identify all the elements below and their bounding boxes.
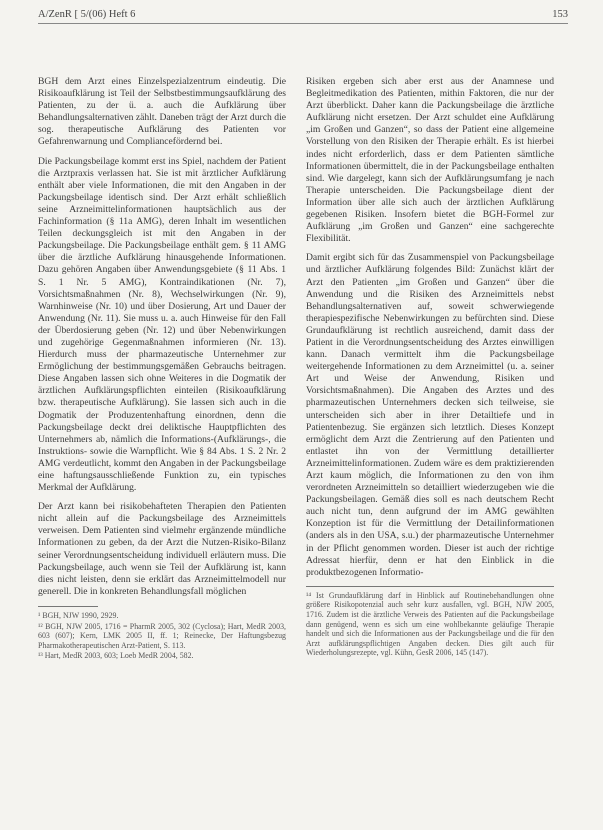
footnote: ¹ BGH, NJW 1990, 2929. [38,610,119,620]
footnote: ¹³ Hart, MedR 2003, 603; Loeb MedR 2004, 582. [38,651,194,661]
body-paragraph: BGH dem Arzt eines Einzelspezialzentrum eindeutig. Die Risikoaufklärung ist Teil der Selbstbestimmungsaufklärung des Patienten, zu der ü. a. auch die Aufklärung über Behandlungsalternativen zählt. Daneben trägt der Arzt durch die sog. therapeutische Aufklärung des Patienten vor Gefahrenwarnung und Compliancefördernd bei. [38,76,286,148]
left-column [38,76,286,662]
page-header [38,6,568,22]
body-paragraph: Risiken ergeben sich aber erst aus der Anamnese und Begleitmedikation des Patienten, mithin Faktoren, die nur der Arzt überblickt. Daher kann die Packungsbeilage die ärztliche Aufklärung nicht ersetzen. Der Arzt schuldet eine Aufklärung „im Großen und Ganzen“, so dass der Patient eine allgemeine Vorstellung von den Risiken der Therapie erhält. Es ist hierbei indes nicht erforderlich, dass er dem Patienten sämtliche Informationen übermittelt, die in der Packungsbeilage enthalten sind. Wie dargelegt, kann sich der Aufklärungsumfang je nach Therapie unterscheiden. Die Packungsbeilage dient der Information über alle sich auch der ärztlichen Aufklärung gegebenen Risiken. Insofern bietet die BGH-Formel zur Aufklärung „im Großen und Ganzen“ eine sachgerechte Flexibilität. [306,76,554,245]
footnote: ¹² BGH, NJW 2005, 1716 = PharmR 2005, 302 (Cyclosa); Hart, MedR 2003, 603 (607); Kern, LMK 2005 II, ff. 1; Reinecke, Der Haftungsbezug Pharmakotherapeutischen Arzt-Patient, S. 113. [38,621,286,650]
page-number: 153 [552,8,568,20]
footnote-rule [306,586,554,587]
right-column [306,76,554,659]
footnote: ¹⁴ Ist Grundaufklärung darf in Hinblick auf Routinebehandlungen ohne größere Risikopotenzial auch sehr kurz ausfallen, vgl. BGH, NJW 2005, 1716. Zudem ist die ärztliche Verweis des Patienten auf die Packungsbeilage dann genügend, wenn es sich um eine wohlbekannte geläufige Therapie handelt und sich die Informationen aus der Packungsbeilage und die für den Arzt aufklärungspflichtigen Angaben decken. Dies gilt auch für Wiederholungsrezepte, vgl. Kühn, GesR 2006, 145 (147). [306,590,554,658]
body-paragraph: Der Arzt kann bei risikobehafteten Therapien den Patienten nicht allein auf die Packungsbeilage des Arzneimittels verweisen. Dem Patienten sind vielmehr ergänzende mündliche Informationen zu geben, da der Arzt die Nutzen-Risiko-Bilanz seiner Verordnungsentscheidung individuell erläutern muss. Die Packungsbeilage, auch wenn sie Teil der Aufklärung ist, kann dies nicht leisten, denn sie erklärt das Arzneimittelmodell nur generell. Die in konkreten Behandlungsfall möglichen [38,501,286,597]
footnote-rule [38,606,98,607]
header-rule [38,23,568,24]
body-paragraph: Damit ergibt sich für das Zusammenspiel von Packungsbeilage und ärztlicher Aufklärung folgendes Bild: Zunächst klärt der Arzt den Patienten „im Großen und Ganzen“ über die Anwendung und die Risiken des Arzneimittels nebst Behandlungsalternativen auf, soweit schwerwiegende therapiespezifische Nebenwirkungen zu befürchten sind. Diese Grundaufklärung ist rechtlich ausreichend, damit dass der Patient in die Verordnungsentscheidung des Arztes einwilligen kann. Danach vermittelt ihm die Packungsbeilage weitergehende Informationen zu dem Arzneimittel (u. a. seiner Art und Weise der Anwendung, Risiken und Vorsichtsmaßnahmen). Die Angaben des Arztes und des pharmazeutischen Unternehmers decken sich teilweise, sie unterscheiden sich aber in ihrer Detailtiefe und in Patientenbezug. Sie ergänzen sich letztlich. Dieses Konzept ermöglicht dem Arzt die Zentrierung auf den Patienten und entlastet ihn von der Vermittlung detaillierter Arzneimittelinformationen. Zudem wäre es dem praktizierenden Arzt kaum möglich, die Informationen zu den von ihm verordneten Arzneimitteln so detailliert wiederzugeben wie die Packungsbeilagen. Gemäß dies soll es nach deutschem Recht auch nicht tun, denn aufgrund der im AMG gewählten Konzeption ist für die Vermittlung der Detailinformationen (anders als in den USA, s.u.) der pharmazeutische Unternehmer in der Pflicht genommen worden. Dieser ist auch der richtige Adressat hierfür, denn er hat den Einblick in die produktbezogenen Informatio- [306,252,554,578]
journal-running-head: A/ZenR [ 5/(06) Heft 6 [38,8,136,20]
body-paragraph: Die Packungsbeilage kommt erst ins Spiel, nachdem der Patient die Arztpraxis verlassen hat. Sie ist mit ärztlicher Aufklärung enthält aber viele Informationen, die mit den Angaben in der Packungsbeilage identisch sind. Der Arzt erhält schließlich seine Arzneimittelinformationen hauptsächlich aus der Fachinformation (§ 11a AMG), deren Inhalt im wesentlichen Teilen deckungsgleich ist mit den Angaben in der Packungsbeilage. Die Packungsbeilage enthält gem. § 11 AMG über die ärztliche Aufklärung hinausgehende Informationen. Dazu gehören Angaben über Anwendungsgebiete (§ 11 Abs. 1 S. 1 Nr. 5 AMG), Kontraindikationen (Nr. 7), Vorsichtsmaßnahmen (Nr. 8), Wechselwirkungen (Nr. 9), Warnhinweise (Nr. 10) und über Dosierung, Art und Dauer der Anwendung (Nr. 11). Sie muss u. a. auch Hinweise für den Fall der Überdosierung geben (Nr. 12) und über Nebenwirkungen und zugehörige Gegenmaßnahmen informieren (Nr. 13). Hierdurch muss der pharmazeutische Unternehmer zur Ermöglichung der bestimmungsgemäßen Gebrauchs beitragen. Diese Angaben lassen sich ohne Weiteres in die Dogmatik der ärztlichen Aufklärungspflichten einteilen (Risikoaufklärung bzw. therapeutische Aufklärung). Sie lassen sich auch in die Dogmatik der Produzentenhaftung einordnen, denn die Packungsbeilage deckt drei deliktische Hauptpflichten des Unternehmers ab, nämlich die Informations-(Aufklärungs-, die Instruktions- sowie die Warnpflicht. Wie § 84 Abs. 1 S. 2 Nr. 2 AMG verdeutlicht, kommt den Angaben in der Packungsbeilage eine haftungsausschließende Funktion zu, ein typisches Merkmal der Aufklärung. [38,155,286,494]
